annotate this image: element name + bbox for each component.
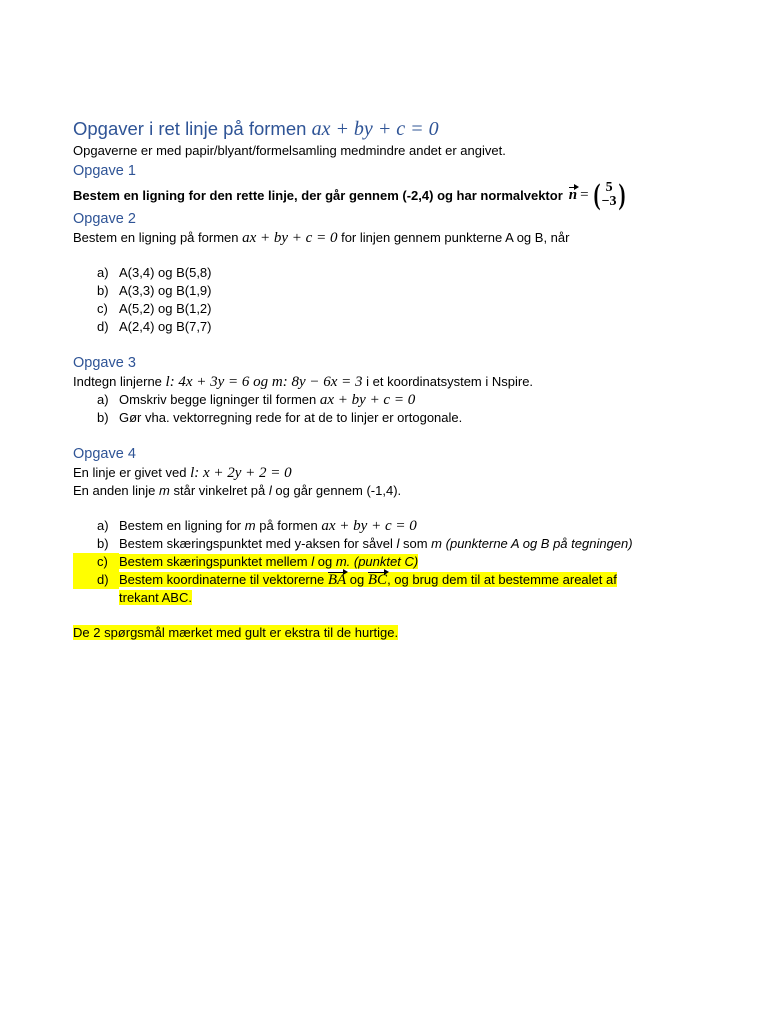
list-item <box>73 517 693 535</box>
item-a-text: Omskriv begge ligninger til formen <box>119 392 317 407</box>
opgave-3-text <box>73 373 693 391</box>
item-d-highlight <box>119 572 617 587</box>
opgave-4-line-2 <box>73 482 693 500</box>
line-2-m: m <box>159 483 170 498</box>
item-a-mid: på formen <box>259 518 318 533</box>
item-b-post: (punkterne A og B på tegningen) <box>445 536 633 551</box>
item-text <box>119 571 693 607</box>
item-a-pre: Bestem en ligning for <box>119 518 242 533</box>
list-item <box>73 409 693 427</box>
vector-top: 5 <box>605 180 613 195</box>
list-item <box>73 264 693 282</box>
opgave-4-line-1-text: En linje er givet ved <box>73 465 187 480</box>
footer-note-line <box>73 624 693 642</box>
list-item <box>73 553 693 571</box>
item-text <box>119 517 693 535</box>
item-text: A(3,4) og B(5,8) <box>119 265 212 280</box>
item-a-formula: ax + by + c = 0 <box>319 392 416 408</box>
opgave-2-text-before: Bestem en ligning på formen <box>73 230 239 245</box>
left-paren: ( <box>593 178 601 211</box>
item-text <box>119 535 693 553</box>
item-label: d) <box>73 571 119 589</box>
item-text: A(5,2) og B(1,2) <box>119 301 212 316</box>
footer-note: De 2 spørgsmål mærket med gult er ekstra til de hurtige. <box>73 625 399 640</box>
title-formula: ax + by + c = 0 <box>311 118 439 140</box>
item-label: a) <box>97 392 109 407</box>
list-item <box>73 300 693 318</box>
item-text <box>119 391 693 409</box>
vector-bc: BC <box>367 572 388 588</box>
item-label: b) <box>97 536 109 551</box>
item-a-formula: ax + by + c = 0 <box>321 518 417 534</box>
item-label: b) <box>97 283 109 298</box>
opgave-3-formula: 4x + 3y = 6 og m: 8y − 6x = 3 <box>178 374 363 390</box>
list-item <box>73 535 693 553</box>
opgave-2-list <box>73 264 693 336</box>
vector-bottom: −3 <box>601 194 617 209</box>
item-c-pre: Bestem skæringspunktet mellem <box>119 554 308 569</box>
item-text <box>119 553 693 571</box>
vector-equals: = <box>580 186 589 203</box>
item-d-post: , og brug dem til at bestemme arealet af <box>387 572 617 587</box>
item-a-m: m <box>244 518 256 533</box>
opgave-2-heading: Opgave 2 <box>73 211 136 227</box>
vector-n: n <box>568 186 578 203</box>
opgave-3-line-l: l: <box>165 374 175 390</box>
item-d-pre: Bestem koordinaterne til vektorerne <box>119 572 325 587</box>
item-label: a) <box>97 265 109 280</box>
opgave-3-heading: Opgave 3 <box>73 355 136 371</box>
opgave-3-text-after: i et koordinatsystem i Nspire. <box>366 374 534 389</box>
item-b-m: m <box>431 536 443 551</box>
item-c-post: m. (punktet C) <box>335 554 419 569</box>
vector-column <box>602 181 617 209</box>
title-text: Opgaver i ret linje på formen <box>73 118 307 139</box>
vector-ba: BA <box>327 572 347 588</box>
item-label: b) <box>97 410 109 425</box>
item-b-pre: Bestem skæringspunktet med y-aksen for såvel <box>119 536 393 551</box>
opgave-3-text-before: Indtegn linjerne <box>73 374 162 389</box>
list-item <box>73 282 693 300</box>
intro-text: Opgaverne er med papir/blyant/formelsamling medmindre andet er angivet. <box>73 143 506 158</box>
right-paren: ) <box>618 178 626 211</box>
opgave-1-heading: Opgave 1 <box>73 163 136 179</box>
item-b-mid: som <box>402 536 428 551</box>
opgave-4-heading: Opgave 4 <box>73 446 136 462</box>
list-item <box>73 571 693 607</box>
line-2-post: og går gennem (-1,4). <box>275 483 402 498</box>
opgave-2-text-after: for linjen gennem punkterne A og B, når <box>341 230 570 245</box>
item-label: c) <box>97 301 108 316</box>
document-title <box>73 116 693 142</box>
opgave-3-list <box>73 391 693 427</box>
item-b-l: l <box>396 536 400 551</box>
item-d-og: og <box>349 572 365 587</box>
opgave-1-text <box>73 178 693 211</box>
line-2-mid: står vinkelret på <box>173 483 266 498</box>
item-label: d) <box>97 319 109 334</box>
line-2-pre: En anden linje <box>73 483 156 498</box>
normal-vector <box>565 178 627 211</box>
opgave-4-line-1-formula: l: x + 2y + 2 = 0 <box>190 465 292 481</box>
item-label: c) <box>73 553 119 571</box>
document-page <box>73 116 693 642</box>
item-c-l: l <box>311 554 315 569</box>
opgave-1-sentence: Bestem en ligning for den rette linje, der går gennem (-2,4) og har normalvektor <box>73 187 563 203</box>
item-d-line-2: trekant ABC. <box>119 590 192 605</box>
item-c-mid: og <box>317 554 333 569</box>
item-text: Gør vha. vektorregning rede for at de to linjer er ortogonale. <box>119 410 463 425</box>
opgave-2-text <box>73 229 693 247</box>
item-c-highlight <box>119 554 418 569</box>
list-item <box>73 391 693 409</box>
line-2-l: l <box>268 483 272 498</box>
list-item <box>73 318 693 336</box>
item-text: A(3,3) og B(1,9) <box>119 283 212 298</box>
opgave-2-formula: ax + by + c = 0 <box>242 230 338 246</box>
item-text: A(2,4) og B(7,7) <box>119 319 212 334</box>
item-label: a) <box>97 518 109 533</box>
opgave-4-line-1 <box>73 464 693 482</box>
opgave-4-list <box>73 517 693 607</box>
